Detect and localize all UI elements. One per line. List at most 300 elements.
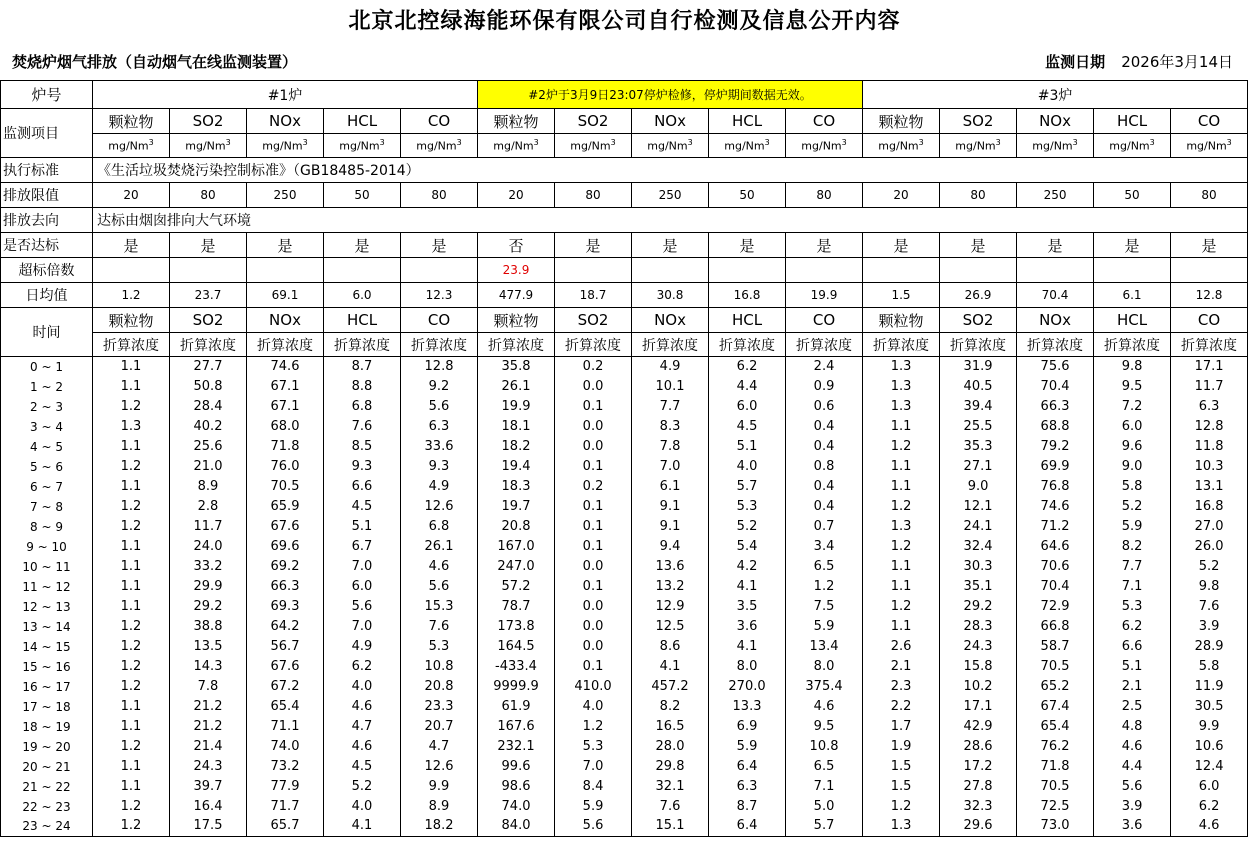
value-cell: 13.2 — [632, 577, 709, 597]
value-cell: 0.1 — [555, 457, 632, 477]
time-cell: 16 ~ 17 — [1, 677, 93, 697]
value-cell: 67.4 — [1017, 697, 1094, 717]
compliance-value: 是 — [1017, 233, 1094, 258]
monitor-date — [1045, 50, 1233, 74]
value-cell: 1.3 — [863, 357, 940, 377]
value-cell: 6.3 — [1171, 397, 1248, 417]
value-cell: 6.3 — [401, 417, 478, 437]
value-cell: 18.1 — [478, 417, 555, 437]
value-cell: 7.2 — [1094, 397, 1171, 417]
value-cell: 1.1 — [863, 477, 940, 497]
value-cell: 21.2 — [170, 717, 247, 737]
value-cell: 7.6 — [1171, 597, 1248, 617]
value-cell: 26.1 — [401, 537, 478, 557]
value-cell: 4.6 — [1094, 737, 1171, 757]
compliance-value: 是 — [247, 233, 324, 258]
value-cell: 17.1 — [940, 697, 1017, 717]
value-cell: 20.8 — [401, 677, 478, 697]
value-cell: 1.1 — [863, 557, 940, 577]
pollutant-header: CO — [786, 308, 863, 333]
value-cell: 76.2 — [1017, 737, 1094, 757]
value-cell: 67.1 — [247, 397, 324, 417]
pollutant-header: 颗粒物 — [93, 308, 170, 333]
value-cell: 66.8 — [1017, 617, 1094, 637]
value-cell: 1.1 — [863, 417, 940, 437]
value-cell: 30.3 — [940, 557, 1017, 577]
value-cell: 8.9 — [170, 477, 247, 497]
unit-exponent: 3 — [148, 138, 154, 148]
value-cell: 69.2 — [247, 557, 324, 577]
converted-label: 折算浓度 — [247, 333, 324, 357]
exceed-value — [555, 258, 632, 283]
unit-exponent: 3 — [379, 138, 385, 148]
value-cell: 16.4 — [170, 797, 247, 817]
table-row — [1, 697, 1248, 717]
value-cell: 7.8 — [632, 437, 709, 457]
value-cell: 3.4 — [786, 537, 863, 557]
value-cell: 78.7 — [478, 597, 555, 617]
daily-avg-value: 12.3 — [401, 283, 478, 308]
furnace-label: 炉号 — [1, 81, 93, 109]
daily-avg-value: 1.5 — [863, 283, 940, 308]
value-cell: 9.1 — [632, 497, 709, 517]
unit-exponent: 3 — [533, 138, 539, 148]
time-cell: 6 ~ 7 — [1, 477, 93, 497]
value-cell: 0.7 — [786, 517, 863, 537]
value-cell: 1.3 — [863, 397, 940, 417]
value-cell: 232.1 — [478, 737, 555, 757]
unit-cell — [786, 134, 863, 158]
value-cell: 1.2 — [93, 737, 170, 757]
value-cell: 69.6 — [247, 537, 324, 557]
value-cell: 6.2 — [324, 657, 401, 677]
unit-base: mg/Nm — [1186, 139, 1227, 153]
value-cell: 6.2 — [1094, 617, 1171, 637]
compliance-value: 是 — [863, 233, 940, 258]
unit-base: mg/Nm — [878, 139, 919, 153]
value-cell: 1.2 — [863, 437, 940, 457]
exceed-value — [786, 258, 863, 283]
pollutant-header: SO2 — [170, 109, 247, 134]
value-cell: 5.7 — [709, 477, 786, 497]
standard-row — [1, 158, 1248, 183]
value-cell: 6.9 — [709, 717, 786, 737]
limit-value: 50 — [324, 183, 401, 208]
compliance-value: 是 — [709, 233, 786, 258]
time-cell: 0 ~ 1 — [1, 357, 93, 377]
exceed-row — [1, 258, 1248, 283]
value-cell: 65.7 — [247, 817, 324, 837]
pollutant-header: 颗粒物 — [863, 308, 940, 333]
value-cell: 24.1 — [940, 517, 1017, 537]
value-cell: 5.2 — [1094, 497, 1171, 517]
value-cell: 24.0 — [170, 537, 247, 557]
unit-exponent: 3 — [841, 138, 847, 148]
value-cell: 4.1 — [632, 657, 709, 677]
unit-exponent: 3 — [225, 138, 231, 148]
value-cell: 164.5 — [478, 637, 555, 657]
value-cell: 1.5 — [863, 777, 940, 797]
value-cell: 6.4 — [709, 757, 786, 777]
value-cell: 1.5 — [863, 757, 940, 777]
value-cell: 1.2 — [93, 677, 170, 697]
value-cell: 6.7 — [324, 537, 401, 557]
pollutant-header: NOx — [1017, 109, 1094, 134]
value-cell: 76.8 — [1017, 477, 1094, 497]
pollutant-header: SO2 — [555, 109, 632, 134]
furnace-2-notice: #2炉于3月9日23:07停炉检修，停炉期间数据无效。 — [478, 81, 863, 109]
table-row — [1, 637, 1248, 657]
unit-base: mg/Nm — [724, 139, 765, 153]
value-cell: 64.6 — [1017, 537, 1094, 557]
value-cell: 1.2 — [93, 797, 170, 817]
value-cell: 0.0 — [555, 617, 632, 637]
value-cell: 65.2 — [1017, 677, 1094, 697]
compliance-value: 是 — [940, 233, 1017, 258]
value-cell: 70.5 — [247, 477, 324, 497]
table-row — [1, 797, 1248, 817]
value-cell: 69.3 — [247, 597, 324, 617]
value-cell: 4.9 — [324, 637, 401, 657]
value-cell: 0.4 — [786, 417, 863, 437]
time-cell: 15 ~ 16 — [1, 657, 93, 677]
value-cell: 32.1 — [632, 777, 709, 797]
table-row — [1, 357, 1248, 377]
value-cell: 5.4 — [709, 537, 786, 557]
value-cell: 173.8 — [478, 617, 555, 637]
value-cell: 29.9 — [170, 577, 247, 597]
unit-exponent: 3 — [456, 138, 462, 148]
limit-value: 20 — [478, 183, 555, 208]
value-cell: 16.5 — [632, 717, 709, 737]
value-cell: 8.8 — [324, 377, 401, 397]
table-row — [1, 417, 1248, 437]
value-cell: 12.5 — [632, 617, 709, 637]
value-cell: 5.6 — [555, 817, 632, 837]
time-cell: 2 ~ 3 — [1, 397, 93, 417]
value-cell: 30.5 — [1171, 697, 1248, 717]
value-cell: 27.7 — [170, 357, 247, 377]
value-cell: 77.9 — [247, 777, 324, 797]
value-cell: 0.0 — [555, 417, 632, 437]
pollutant-header: CO — [1171, 308, 1248, 333]
value-cell: 28.9 — [1171, 637, 1248, 657]
value-cell: 0.4 — [786, 437, 863, 457]
value-cell: 71.7 — [247, 797, 324, 817]
value-cell: 4.0 — [324, 677, 401, 697]
value-cell: 74.0 — [247, 737, 324, 757]
value-cell: 9.5 — [1094, 377, 1171, 397]
value-cell: 4.5 — [709, 417, 786, 437]
value-cell: 3.5 — [709, 597, 786, 617]
value-cell: 7.7 — [1094, 557, 1171, 577]
value-cell: 5.0 — [786, 797, 863, 817]
time-cell: 5 ~ 6 — [1, 457, 93, 477]
compliance-value: 否 — [478, 233, 555, 258]
limit-value: 250 — [1017, 183, 1094, 208]
unit-base: mg/Nm — [108, 139, 149, 153]
value-cell: 21.4 — [170, 737, 247, 757]
value-cell: 5.8 — [1094, 477, 1171, 497]
limit-value: 50 — [1094, 183, 1171, 208]
time-label: 时间 — [1, 308, 93, 357]
table-row — [1, 457, 1248, 477]
value-cell: 9.1 — [632, 517, 709, 537]
value-cell: 5.1 — [709, 437, 786, 457]
value-cell: 0.1 — [555, 657, 632, 677]
value-cell: 1.2 — [93, 457, 170, 477]
value-cell: 2.4 — [786, 357, 863, 377]
unit-exponent: 3 — [995, 138, 1001, 148]
unit-base: mg/Nm — [1032, 139, 1073, 153]
value-cell: 4.0 — [324, 797, 401, 817]
value-cell: 24.3 — [170, 757, 247, 777]
value-cell: 4.1 — [709, 637, 786, 657]
value-cell: 4.5 — [324, 497, 401, 517]
table-row — [1, 437, 1248, 457]
exceed-label: 超标倍数 — [1, 258, 93, 283]
table-row — [1, 517, 1248, 537]
value-cell: 12.6 — [401, 497, 478, 517]
compliance-value: 是 — [1094, 233, 1171, 258]
value-cell: 1.1 — [93, 597, 170, 617]
pollutant-header: 颗粒物 — [478, 308, 555, 333]
value-cell: 1.7 — [863, 717, 940, 737]
value-cell: 5.9 — [555, 797, 632, 817]
value-cell: 67.2 — [247, 677, 324, 697]
time-header-row — [1, 308, 1248, 333]
value-cell: 67.1 — [247, 377, 324, 397]
value-cell: 6.0 — [709, 397, 786, 417]
value-cell: 65.4 — [1017, 717, 1094, 737]
value-cell: 71.2 — [1017, 517, 1094, 537]
value-cell: 28.6 — [940, 737, 1017, 757]
unit-base: mg/Nm — [416, 139, 457, 153]
value-cell: 35.1 — [940, 577, 1017, 597]
value-cell: 9999.9 — [478, 677, 555, 697]
value-cell: 70.5 — [1017, 777, 1094, 797]
value-cell: 9.0 — [1094, 457, 1171, 477]
value-cell: 4.4 — [709, 377, 786, 397]
value-cell: 61.9 — [478, 697, 555, 717]
pollutant-row — [1, 109, 1248, 134]
value-cell: 65.4 — [247, 697, 324, 717]
daily-avg-value: 30.8 — [632, 283, 709, 308]
exceed-value — [401, 258, 478, 283]
value-cell: 57.2 — [478, 577, 555, 597]
value-cell: 67.6 — [247, 517, 324, 537]
unit-cell — [247, 134, 324, 158]
limit-row — [1, 183, 1248, 208]
value-cell: 4.6 — [786, 697, 863, 717]
value-cell: 74.0 — [478, 797, 555, 817]
value-cell: 1.2 — [93, 517, 170, 537]
value-cell: 29.2 — [940, 597, 1017, 617]
value-cell: 12.4 — [1171, 757, 1248, 777]
value-cell: 1.2 — [786, 577, 863, 597]
value-cell: 1.1 — [863, 457, 940, 477]
value-cell: 11.9 — [1171, 677, 1248, 697]
exceed-value — [632, 258, 709, 283]
value-cell: 4.9 — [401, 477, 478, 497]
item-label: 监测项目 — [1, 109, 93, 158]
unit-cell — [1171, 134, 1248, 158]
time-cell: 8 ~ 9 — [1, 517, 93, 537]
time-cell: 21 ~ 22 — [1, 777, 93, 797]
daily-avg-value: 19.9 — [786, 283, 863, 308]
value-cell: 10.2 — [940, 677, 1017, 697]
value-cell: 4.2 — [709, 557, 786, 577]
value-cell: 76.0 — [247, 457, 324, 477]
date-label: 监测日期 — [1045, 53, 1106, 71]
value-cell: 74.6 — [1017, 497, 1094, 517]
table-row — [1, 677, 1248, 697]
value-cell: 27.0 — [1171, 517, 1248, 537]
value-cell: 5.9 — [709, 737, 786, 757]
pollutant-header: NOx — [247, 308, 324, 333]
unit-cell — [863, 134, 940, 158]
value-cell: 0.0 — [555, 437, 632, 457]
value-cell: 27.8 — [940, 777, 1017, 797]
time-cell: 9 ~ 10 — [1, 537, 93, 557]
value-cell: 7.1 — [786, 777, 863, 797]
value-cell: 0.4 — [786, 497, 863, 517]
time-cell: 22 ~ 23 — [1, 797, 93, 817]
value-cell: 50.8 — [170, 377, 247, 397]
value-cell: 3.6 — [709, 617, 786, 637]
table-row — [1, 657, 1248, 677]
value-cell: 58.7 — [1017, 637, 1094, 657]
value-cell: 12.8 — [1171, 417, 1248, 437]
unit-base: mg/Nm — [262, 139, 303, 153]
exceed-value — [247, 258, 324, 283]
unit-cell — [940, 134, 1017, 158]
value-cell: 70.5 — [1017, 657, 1094, 677]
value-cell: 1.1 — [93, 437, 170, 457]
value-cell: 6.6 — [324, 477, 401, 497]
pollutant-header: 颗粒物 — [863, 109, 940, 134]
value-cell: 1.2 — [93, 657, 170, 677]
value-cell: 10.3 — [1171, 457, 1248, 477]
value-cell: 38.8 — [170, 617, 247, 637]
value-cell: 32.3 — [940, 797, 1017, 817]
value-cell: 32.4 — [940, 537, 1017, 557]
pollutant-header: NOx — [632, 308, 709, 333]
value-cell: 1.9 — [863, 737, 940, 757]
value-cell: 10.1 — [632, 377, 709, 397]
value-cell: 79.2 — [1017, 437, 1094, 457]
limit-value: 80 — [1171, 183, 1248, 208]
value-cell: 29.8 — [632, 757, 709, 777]
value-cell: 18.3 — [478, 477, 555, 497]
value-cell: 4.6 — [324, 737, 401, 757]
value-cell: 0.0 — [555, 377, 632, 397]
limit-value: 80 — [786, 183, 863, 208]
table-row — [1, 757, 1248, 777]
daily-avg-value: 6.0 — [324, 283, 401, 308]
table-row — [1, 377, 1248, 397]
value-cell: 3.9 — [1094, 797, 1171, 817]
pollutant-header: NOx — [1017, 308, 1094, 333]
compliance-value: 是 — [324, 233, 401, 258]
furnace-row — [1, 81, 1248, 109]
unit-cell — [555, 134, 632, 158]
value-cell: 71.8 — [1017, 757, 1094, 777]
value-cell: 0.1 — [555, 537, 632, 557]
value-cell: 8.7 — [709, 797, 786, 817]
value-cell: 70.6 — [1017, 557, 1094, 577]
value-cell: 25.5 — [940, 417, 1017, 437]
limit-value: 80 — [940, 183, 1017, 208]
unit-cell — [401, 134, 478, 158]
value-cell: 7.7 — [632, 397, 709, 417]
value-cell: 1.1 — [93, 357, 170, 377]
daily-avg-label: 日均值 — [1, 283, 93, 308]
value-cell: 0.0 — [555, 637, 632, 657]
date-value: 2026年3月14日 — [1121, 53, 1233, 71]
value-cell: 7.1 — [1094, 577, 1171, 597]
time-cell: 3 ~ 4 — [1, 417, 93, 437]
pollutant-header: 颗粒物 — [93, 109, 170, 134]
converted-row — [1, 333, 1248, 357]
value-cell: 71.1 — [247, 717, 324, 737]
value-cell: 5.6 — [324, 597, 401, 617]
value-cell: 72.9 — [1017, 597, 1094, 617]
value-cell: 1.2 — [93, 397, 170, 417]
value-cell: 98.6 — [478, 777, 555, 797]
value-cell: 1.3 — [863, 377, 940, 397]
value-cell: 9.3 — [401, 457, 478, 477]
value-cell: 73.2 — [247, 757, 324, 777]
value-cell: 2.1 — [1094, 677, 1171, 697]
value-cell: 10.8 — [401, 657, 478, 677]
value-cell: 1.1 — [93, 537, 170, 557]
value-cell: 457.2 — [632, 677, 709, 697]
value-cell: 0.0 — [555, 557, 632, 577]
value-cell: 5.6 — [401, 577, 478, 597]
value-cell: 1.3 — [93, 417, 170, 437]
value-cell: 56.7 — [247, 637, 324, 657]
converted-label: 折算浓度 — [1017, 333, 1094, 357]
value-cell: 3.9 — [1171, 617, 1248, 637]
value-cell: 5.8 — [1171, 657, 1248, 677]
exceed-value — [324, 258, 401, 283]
value-cell: 5.9 — [786, 617, 863, 637]
limit-value: 250 — [632, 183, 709, 208]
value-cell: 65.9 — [247, 497, 324, 517]
value-cell: 73.0 — [1017, 817, 1094, 837]
value-cell: 5.1 — [1094, 657, 1171, 677]
converted-label: 折算浓度 — [170, 333, 247, 357]
value-cell: 31.9 — [940, 357, 1017, 377]
value-cell: 4.5 — [324, 757, 401, 777]
limit-value: 20 — [93, 183, 170, 208]
value-cell: 167.0 — [478, 537, 555, 557]
value-cell: 5.2 — [709, 517, 786, 537]
table-row — [1, 477, 1248, 497]
emission-table — [0, 80, 1248, 837]
value-cell: 1.1 — [93, 777, 170, 797]
value-cell: 13.3 — [709, 697, 786, 717]
value-cell: 7.0 — [324, 617, 401, 637]
value-cell: 8.6 — [632, 637, 709, 657]
daily-avg-value: 1.2 — [93, 283, 170, 308]
unit-exponent: 3 — [302, 138, 308, 148]
furnace-1-header: #1炉 — [93, 81, 478, 109]
value-cell: 35.8 — [478, 357, 555, 377]
value-cell: 70.4 — [1017, 577, 1094, 597]
compliance-value: 是 — [786, 233, 863, 258]
